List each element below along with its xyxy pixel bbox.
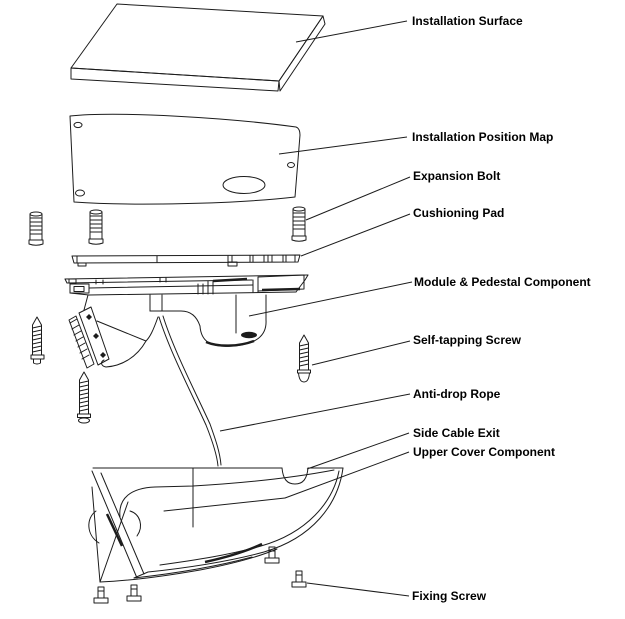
expansion-bolt-middle [89,210,103,244]
label-expansion-bolt: Expansion Bolt [413,169,501,183]
leader-installation-position-map [279,137,407,154]
label-upper-cover-component: Upper Cover Component [413,445,556,459]
installation-position-map-drawing [70,114,300,204]
leader-cushioning-pad [301,214,410,256]
label-cushioning-pad: Cushioning Pad [413,206,505,220]
pedestal-plate-drawing [65,275,308,295]
lens-ellipse [241,332,257,338]
leader-module-pedestal [249,282,412,316]
anti-drop-rope-drawing [159,316,221,466]
label-fixing-screw: Fixing Screw [412,589,487,603]
installation-surface-drawing [71,4,325,91]
label-installation-position-map: Installation Position Map [412,130,554,144]
leader-lines [220,21,412,596]
self-tapping-screw-left [31,317,44,364]
leader-side-cable-exit [307,433,409,469]
label-self-tapping-screw: Self-tapping Screw [413,333,522,347]
part-labels [412,14,591,603]
self-tapping-screw-up [78,372,91,423]
label-side-cable-exit: Side Cable Exit [413,426,500,440]
mounting-bracket-drawing [69,295,158,368]
label-anti-drop-rope: Anti-drop Rope [413,387,501,401]
leader-anti-drop-rope [220,394,410,431]
fixing-screw-1 [94,587,108,603]
self-tapping-screw-right [298,335,311,382]
leader-expansion-bolt [306,177,410,220]
fixing-screw-4 [292,571,306,587]
leader-fixing-screw [307,583,409,596]
leader-self-tapping-screw [312,341,410,365]
fixing-screw-2 [127,585,141,601]
cushioning-pad-drawing [72,255,300,266]
label-module-pedestal-component: Module & Pedestal Component [414,275,591,289]
upper-cover-drawing [89,468,343,582]
expansion-bolt-right [292,207,306,241]
expansion-bolt-left [29,212,43,245]
label-installation-surface: Installation Surface [412,14,523,28]
